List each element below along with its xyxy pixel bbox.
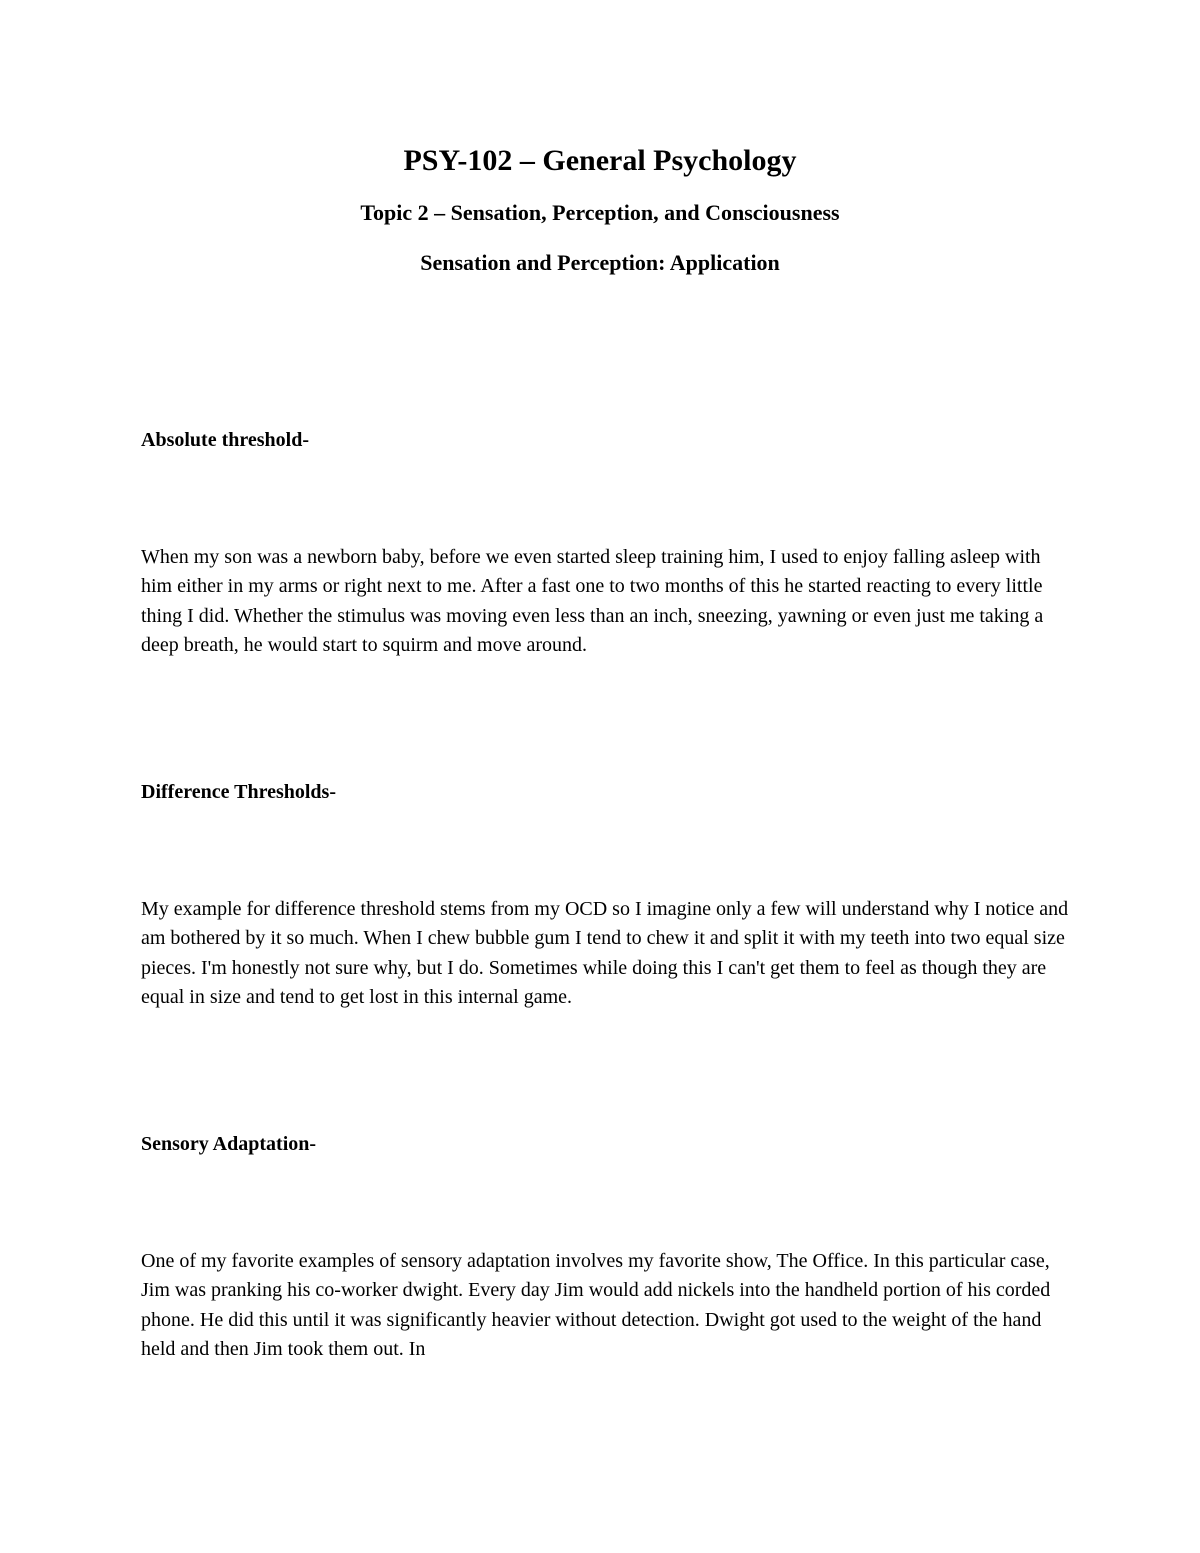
section-body-sensory-adaptation: One of my favorite examples of sensory adaptation involves my favorite show, The Office. In this particular case, Jim was pranking his co-worker dwight. Every day Jim would add nickels into the handheld portion of his corded phone. He did this until it was significantly heavier without detection. Dwight got used to the weight of the hand held and then Jim took them out. In [141,1250,1051,1361]
document-title: PSY-102 – General Psychology [403,144,797,177]
section-heading-difference-thresholds: Difference Thresholds- [141,781,336,803]
topic-subtitle: Topic 2 – Sensation, Perception, and Consciousness [360,200,840,225]
assignment-subtitle: Sensation and Perception: Application [420,250,780,275]
section-body-difference-thresholds: My example for difference threshold stems from my OCD so I imagine only a few will understand why I notice and am bothered by it so much. When I chew bubble gum I tend to chew it and split it with my teeth into two equal size pieces. I'm honestly not sure why, but I do. Sometimes while doing this I can't get them to feel as though they are equal in size and tend to get lost in this internal game. [141,898,1069,1009]
section-heading-sensory-adaptation: Sensory Adaptation- [141,1133,317,1155]
section-heading-absolute-threshold: Absolute threshold- [141,429,309,451]
section-body-absolute-threshold: When my son was a newborn baby, before we even started sleep training him, I used to enjoy falling asleep with him either in my arms or right next to me. After a fast one to two months of this he started reacting to every little thing I did. Whether the stimulus was moving even less than an inch, sneezing, yawning or even just me taking a deep breath, he would start to squirm and move around. [141,546,1044,657]
